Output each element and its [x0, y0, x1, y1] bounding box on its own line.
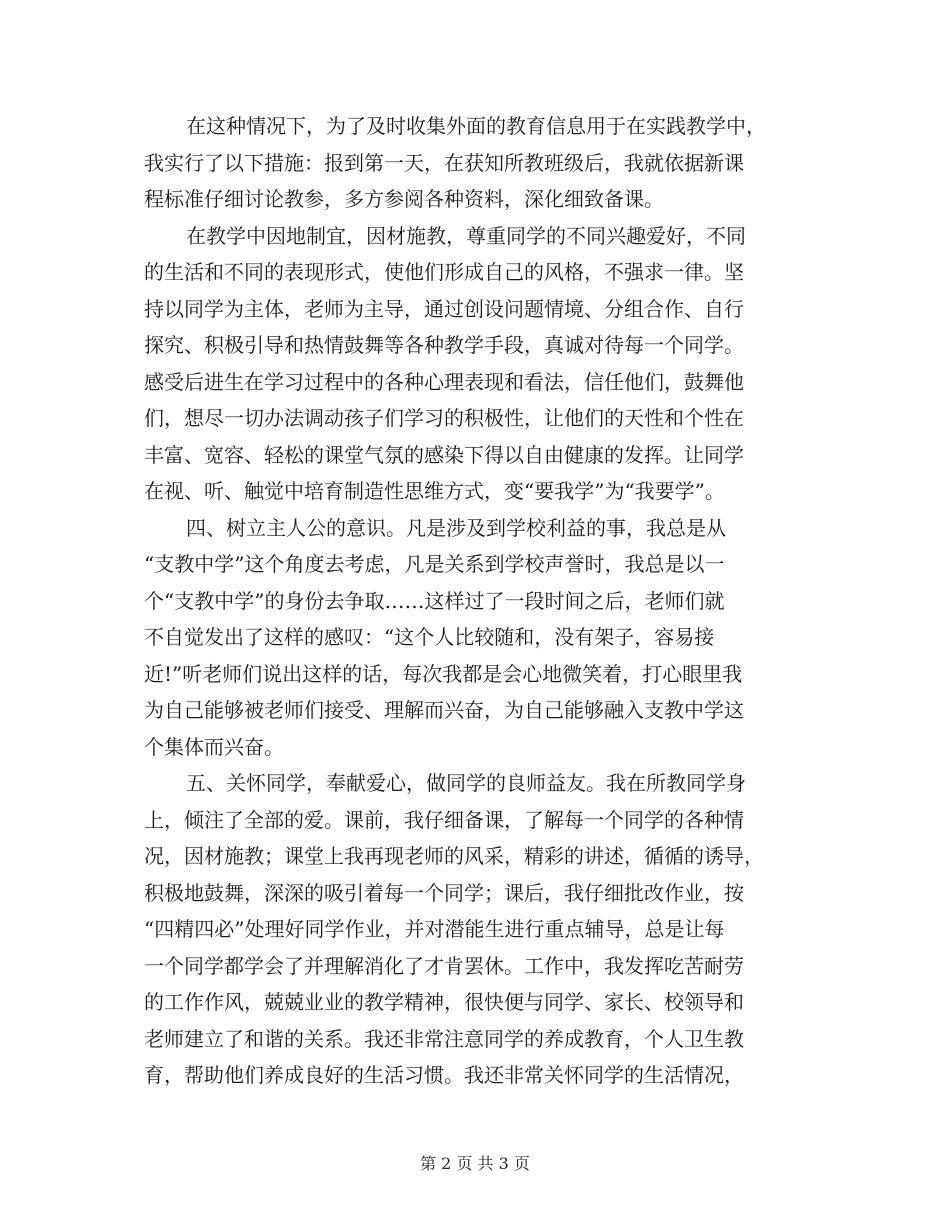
text-line: 的工作作风，兢兢业业的教学精神，很快便与同学、家长、校领导和	[144, 990, 744, 1014]
text-line: 上，倾注了全部的爱。课前，我仔细备课，了解每一个同学的各种情	[144, 807, 744, 832]
text-line: 为自己能够被老师们接受、理解而兴奋，为自己能够融入支教中学这	[144, 698, 744, 722]
text-line: 持以同学为主体，老师为主导，通过创设问题情境、分组合作、自行	[144, 296, 744, 321]
text-line: 育，帮助他们养成良好的生活习惯。我还非常关怀同学的生活情况，	[144, 1063, 744, 1087]
paragraph	[144, 765, 804, 1094]
page-number-footer: 第 2 页 共 3 页	[420, 1154, 530, 1173]
text-line: 个集体而兴奋。	[144, 734, 284, 759]
text-line: 们，想尽一切办法调动孩子们学习的积极性，让他们的天性和个性在	[144, 406, 744, 430]
text-line: 四、树立主人公的意识。凡是涉及到学校利益的事，我总是从	[186, 515, 726, 540]
document-body	[144, 108, 804, 1094]
paragraph	[144, 510, 804, 766]
text-line: 况，因材施教；课堂上我再现老师的风采，精彩的讲述，循循的诱导，	[144, 844, 764, 868]
text-line: “支教中学”这个角度去考虑，凡是关系到学校声誉时，我总是以一	[144, 552, 725, 576]
text-line: 在教学中因地制宜，因材施教，尊重同学的不同兴趣爱好，不同	[186, 223, 746, 248]
text-line: 不自觉发出了这样的感叹：“这个人比较随和，没有架子，容易接	[144, 625, 715, 649]
text-line: 近!”听老师们说出这样的话，每次我都是会心地微笑着，打心眼里我	[144, 661, 743, 686]
text-line: 的生活和不同的表现形式，使他们形成自己的风格，不强求一律。坚	[144, 260, 744, 284]
text-line: 探究、积极引导和热情鼓舞等各种教学手段，真诚对待每一个同学。	[144, 333, 744, 357]
paragraph	[144, 108, 804, 218]
text-line: “四精四必”处理好同学作业，并对潜能生进行重点辅导，总是让每	[144, 917, 725, 941]
text-line: 积极地鼓舞，深深的吸引着每一个同学；课后，我仔细批改作业，按	[144, 880, 744, 905]
paragraph	[144, 218, 804, 510]
text-line: 程标准仔细讨论教参，多方参阅各种资料，深化细致备课。	[144, 187, 664, 211]
text-line: 个“支教中学”的身份去争取……这样过了一段时间之后，老师们就	[144, 588, 725, 613]
text-line: 一个同学都学会了并理解消化了才肯罢休。工作中，我发挥吃苦耐劳	[144, 953, 744, 978]
text-line: 在视、听、触觉中培育制造性思维方式，变“要我学”为“我要学”。	[144, 479, 725, 503]
text-line: 丰富、宽容、轻松的课堂气氛的感染下得以自由健康的发挥。让同学	[144, 442, 744, 467]
text-line: 老师建立了和谐的关系。我还非常注意同学的养成教育，个人卫生教	[144, 1026, 744, 1051]
text-line: 在这种情况下，为了及时收集外面的教育信息用于在实践教学中，	[186, 114, 766, 138]
text-line: 感受后进生在学习过程中的各种心理表现和看法，信任他们，鼓舞他	[144, 369, 744, 394]
text-line: 我实行了以下措施：报到第一天，在获知所教班级后，我就依据新课	[144, 150, 744, 175]
text-line: 五、关怀同学，奉献爱心，做同学的良师益友。我在所教同学身	[186, 771, 746, 795]
